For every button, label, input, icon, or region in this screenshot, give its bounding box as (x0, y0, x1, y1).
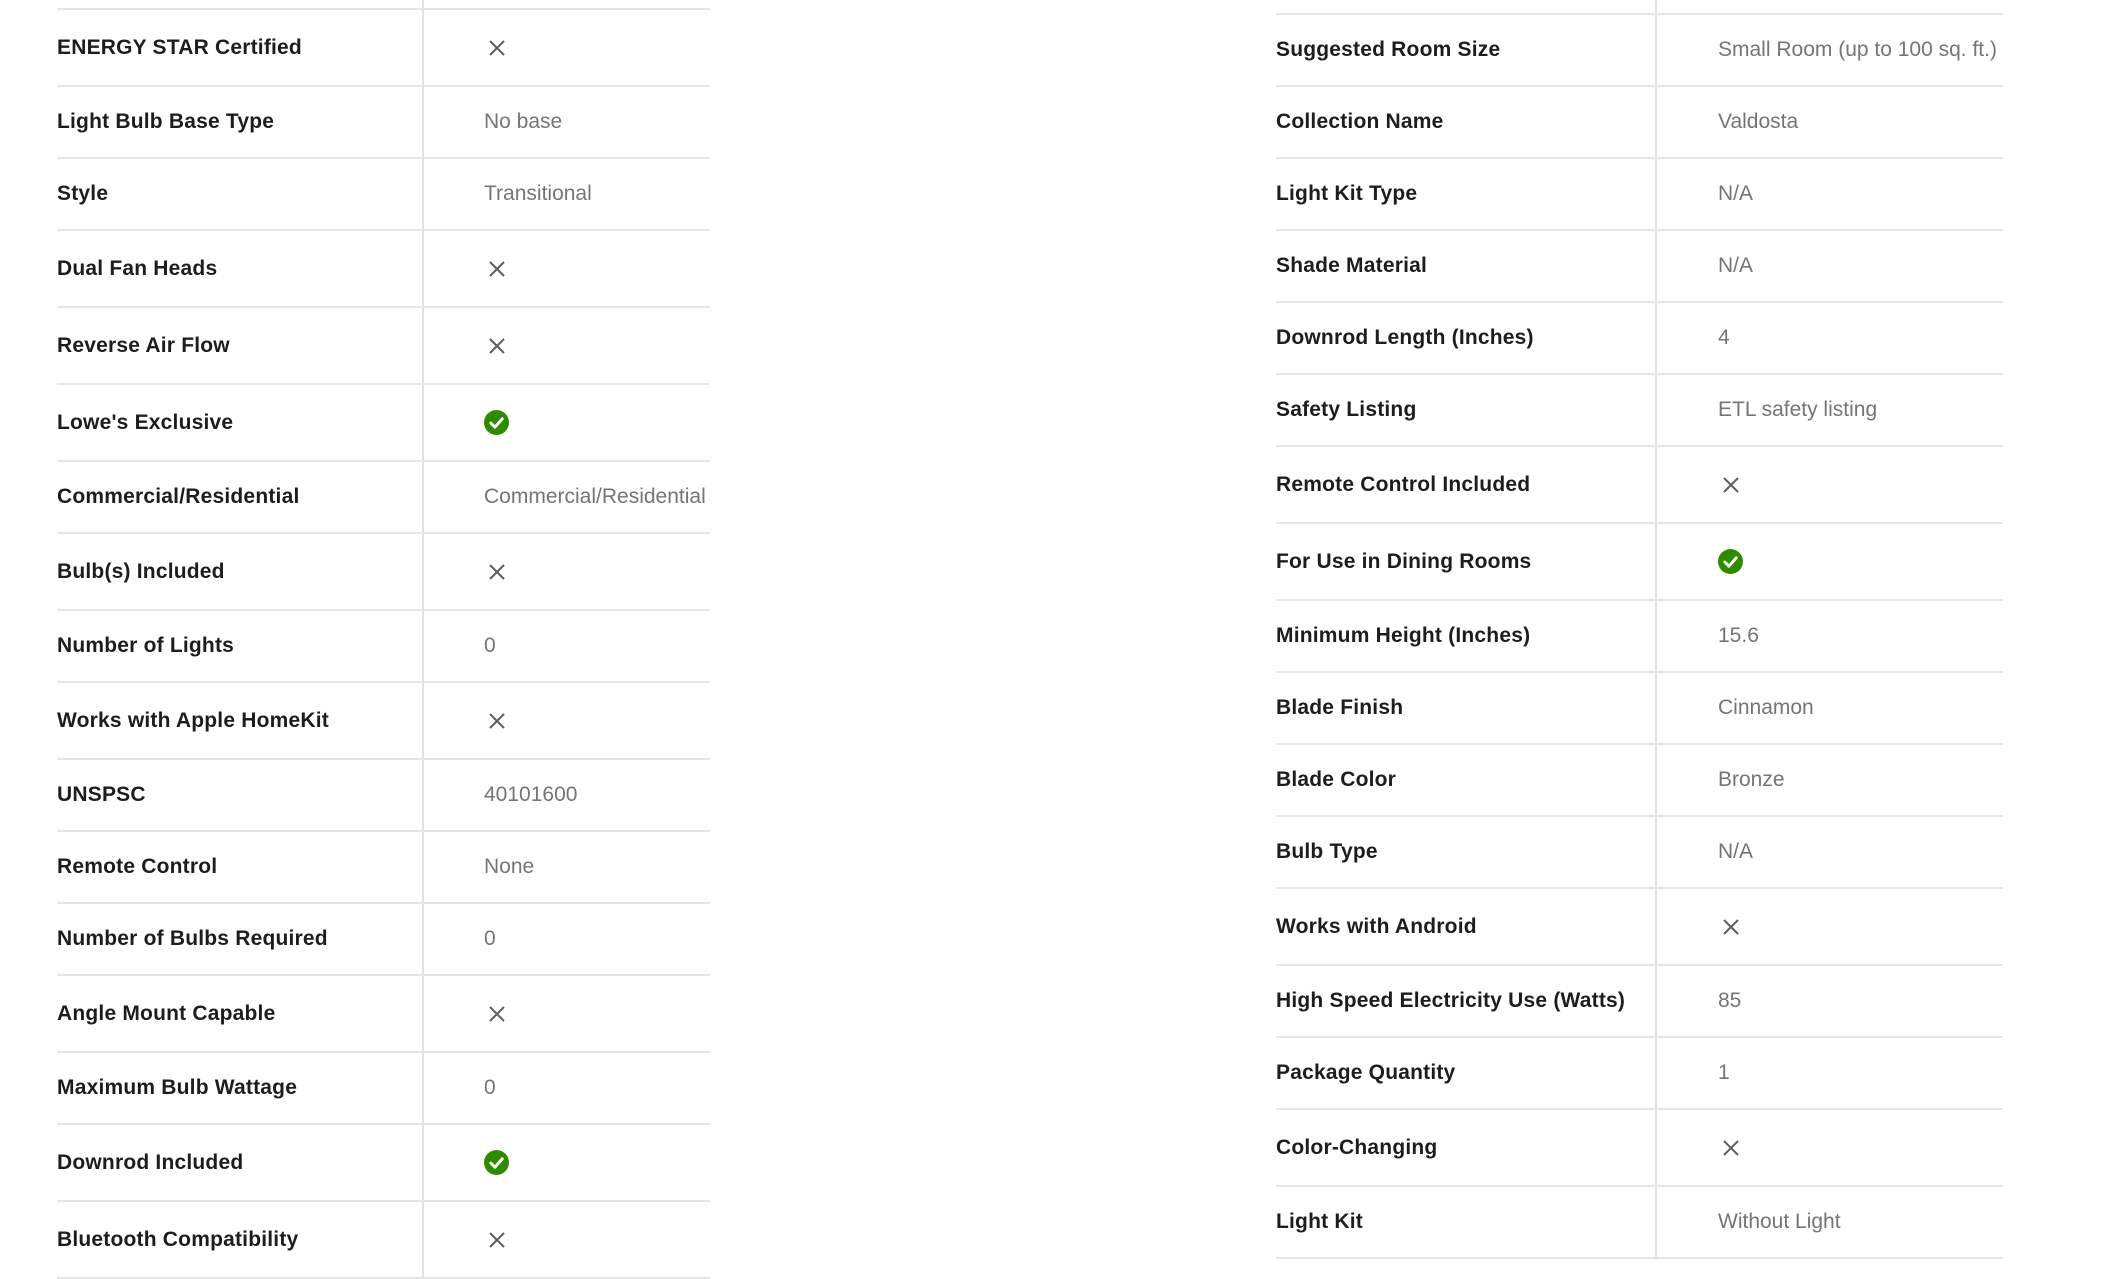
spec-label: Downrod Length (Inches) (1276, 303, 1657, 373)
spec-value (1657, 447, 1740, 522)
spec-value (424, 683, 506, 758)
spec-label: Suggested Room Size (1276, 15, 1657, 85)
spec-label: Lowe's Exclusive (57, 385, 424, 460)
spec-label: High Speed Electricity Use (Watts) (1276, 966, 1657, 1036)
spec-value: Transitional (484, 182, 592, 205)
x-icon (488, 337, 506, 355)
spec-row-reverse-air-flow (57, 308, 710, 385)
check-circle-icon (484, 410, 509, 435)
x-icon (488, 260, 506, 278)
x-icon (488, 1005, 506, 1023)
spec-value: No base (484, 110, 563, 133)
spec-label: Bluetooth Compatibility (57, 1202, 424, 1277)
spec-row-light-bulb-base-type (57, 87, 710, 159)
spec-label: UNSPSC (57, 760, 424, 830)
spec-value: N/A (1718, 254, 1754, 277)
spec-value: Cinnamon (1718, 696, 1814, 719)
spec-value (424, 308, 506, 383)
spec-row-package-quantity (1276, 1038, 2003, 1110)
spec-label: Bulb Type (1276, 817, 1657, 887)
spec-label: Light Bulb Base Type (57, 87, 424, 157)
spec-label: Remote Control Included (1276, 447, 1657, 522)
spec-value (1657, 889, 1740, 964)
check-circle-icon (484, 1150, 509, 1175)
spec-row-bluetooth-compatibility (57, 1202, 710, 1279)
spec-row-blade-finish (1276, 673, 2003, 745)
spec-label: Shade Material (1276, 231, 1657, 301)
spec-row-downrod-length-inches (1276, 303, 2003, 375)
spec-label: Style (57, 159, 424, 229)
spec-value: Small Room (up to 100 sq. ft.) (1718, 38, 1997, 61)
spec-value (424, 385, 509, 460)
spec-row-works-with-apple-homekit (57, 683, 710, 760)
spec-label: Light Kit (1276, 1187, 1657, 1257)
spec-value: 0 (484, 1076, 496, 1099)
spec-label: Light Kit Type (1276, 159, 1657, 229)
spec-label: Package Quantity (1276, 1038, 1657, 1108)
spec-label: Minimum Height (Inches) (1276, 601, 1657, 671)
spec-row-style (57, 159, 710, 231)
spec-value: 0 (484, 927, 496, 950)
spec-row-shade-material (1276, 231, 2003, 303)
spec-row-safety-listing (1276, 375, 2003, 447)
spec-value: 4 (1718, 326, 1730, 349)
spec-label: Safety Listing (1276, 375, 1657, 445)
spec-row-maximum-bulb-wattage (57, 1053, 710, 1125)
spec-label: Blade Finish (1276, 673, 1657, 743)
spec-row-remote-control (57, 832, 710, 904)
spec-row-energy-star-certified (57, 10, 710, 87)
spec-value: 40101600 (484, 783, 578, 806)
spec-label: Collection Name (1276, 87, 1657, 157)
spec-value (424, 10, 506, 85)
spec-value (424, 231, 506, 306)
table-top-rule (1276, 0, 2003, 15)
spec-value (424, 976, 506, 1051)
x-icon (1722, 1139, 1740, 1157)
spec-value: 0 (484, 634, 496, 657)
spec-value: Commercial/Residential (484, 485, 706, 508)
spec-label: Works with Apple HomeKit (57, 683, 424, 758)
spec-row-suggested-room-size (1276, 15, 2003, 87)
specifications-table-left (57, 0, 710, 1279)
spec-label: Number of Lights (57, 611, 424, 681)
spec-value: None (484, 855, 535, 878)
spec-value: 1 (1718, 1061, 1730, 1084)
spec-row-number-of-lights (57, 611, 710, 683)
spec-label: Number of Bulbs Required (57, 904, 424, 974)
spec-row-commercial-residential (57, 462, 710, 534)
x-icon (1722, 918, 1740, 936)
spec-row-high-speed-electricity-use-watts (1276, 966, 2003, 1038)
spec-row-remote-control-included (1276, 447, 2003, 524)
spec-row-blade-color (1276, 745, 2003, 817)
spec-row-for-use-in-dining-rooms (1276, 524, 2003, 601)
spec-label: Commercial/Residential (57, 462, 424, 532)
spec-value (424, 1202, 506, 1277)
spec-row-works-with-android (1276, 889, 2003, 966)
spec-row-downrod-included (57, 1125, 710, 1202)
spec-value: ETL safety listing (1718, 398, 1878, 421)
x-icon (488, 1231, 506, 1249)
spec-label: Remote Control (57, 832, 424, 902)
table-top-rule (57, 0, 710, 10)
spec-row-dual-fan-heads (57, 231, 710, 308)
spec-value (424, 534, 506, 609)
spec-row-number-of-bulbs-required (57, 904, 710, 976)
spec-label: Works with Android (1276, 889, 1657, 964)
spec-row-bulb-s-included (57, 534, 710, 611)
spec-row-bulb-type (1276, 817, 2003, 889)
spec-value (1657, 524, 1743, 599)
x-icon (488, 712, 506, 730)
spec-label: Bulb(s) Included (57, 534, 424, 609)
x-icon (1722, 476, 1740, 494)
specifications-table-right (1276, 0, 2003, 1259)
spec-value: 15.6 (1718, 624, 1759, 647)
check-circle-icon (1718, 549, 1743, 574)
spec-row-angle-mount-capable (57, 976, 710, 1053)
spec-value: N/A (1718, 182, 1754, 205)
spec-label: Reverse Air Flow (57, 308, 424, 383)
spec-value: Without Light (1718, 1210, 1841, 1233)
spec-label: Blade Color (1276, 745, 1657, 815)
spec-row-lowe-s-exclusive (57, 385, 710, 462)
spec-row-light-kit-type (1276, 159, 2003, 231)
x-icon (488, 563, 506, 581)
x-icon (488, 39, 506, 57)
spec-row-collection-name (1276, 87, 2003, 159)
spec-value: Bronze (1718, 768, 1785, 791)
spec-value: Valdosta (1718, 110, 1799, 133)
spec-row-minimum-height-inches (1276, 601, 2003, 673)
spec-row-light-kit (1276, 1187, 2003, 1259)
spec-label: ENERGY STAR Certified (57, 10, 424, 85)
spec-value (424, 1125, 509, 1200)
spec-label: Maximum Bulb Wattage (57, 1053, 424, 1123)
spec-label: Downrod Included (57, 1125, 424, 1200)
spec-value: N/A (1718, 840, 1754, 863)
spec-row-unspsc (57, 760, 710, 832)
spec-label: For Use in Dining Rooms (1276, 524, 1657, 599)
spec-label: Color-Changing (1276, 1110, 1657, 1185)
spec-label: Dual Fan Heads (57, 231, 424, 306)
spec-value (1657, 1110, 1740, 1185)
spec-value: 85 (1718, 989, 1742, 1012)
spec-label: Angle Mount Capable (57, 976, 424, 1051)
spec-row-color-changing (1276, 1110, 2003, 1187)
